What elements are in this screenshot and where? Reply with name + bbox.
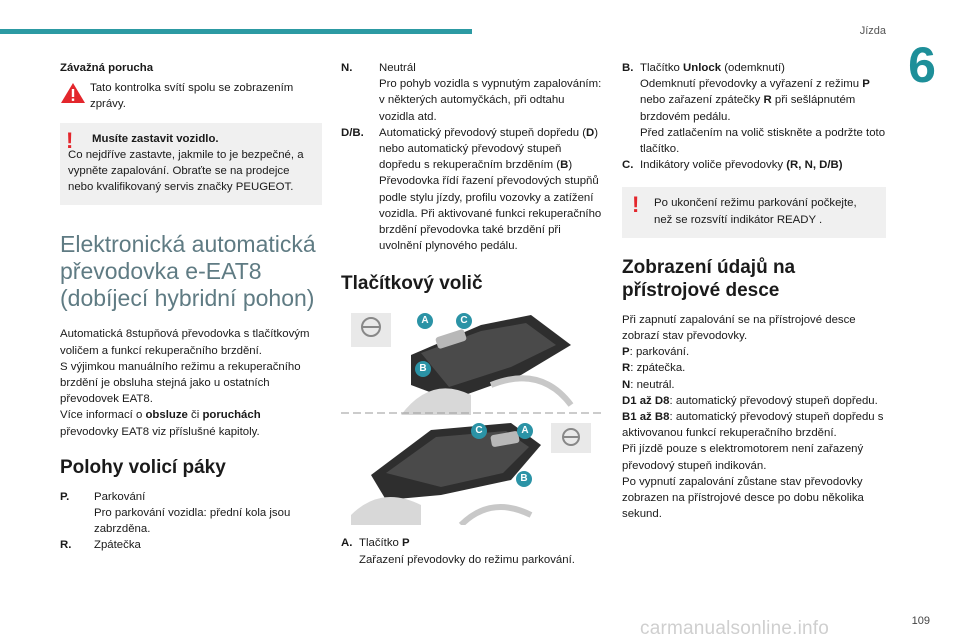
display-b-text: : automatický převodový stupeň dopředu s aktivovanou funkcí rekuperačního brzdění. [622,411,884,440]
display-p-key: P [622,346,630,359]
db-b: B [560,159,569,172]
display-d-text: : automatický převodový stupeň dopředu. [669,394,878,407]
gear-selector-illustration [341,305,603,525]
intro-3 [60,407,322,439]
selector-title: Tlačítkový volič [341,273,483,295]
intro-3-link-operation: obsluze [145,409,188,422]
intro-3-a: Více informací o [60,409,146,422]
badge-a-top: A [417,313,433,329]
intro-3-c: či [187,409,203,422]
legend-c [622,157,886,173]
position-db [341,125,603,255]
legend-a-key: A. [341,537,353,550]
position-p [60,489,322,538]
legend-b-unlock: Unlock [683,62,722,74]
display-b [622,409,886,441]
legend-a [341,535,603,567]
legend-b-r: R [763,94,772,107]
legend-b-t3: Odemknutí převodovky a vyřazení z režimu [640,78,863,91]
legend-b [622,60,886,157]
alert-text: Co nejdříve zastavte, jakmile to je bezpečné, a vypněte zapalování. Obraťte se na prodejce nebo kvalifikovaný servis značky PEUGEOT. [68,148,304,194]
display-r-text: : zpátečka. [630,362,686,375]
badge-c-bottom: C [471,423,487,439]
display-n-key: N [622,378,631,391]
intro-3-e: převodovky EAT8 viz příslušné kapitoly. [60,425,260,438]
display-n [622,377,886,393]
section-title: Elektronická automatická převodovka e-EAT8 (dobíjecí hybridní pohon) [60,231,316,312]
position-r-key: R. [60,539,72,552]
legend-c-key: C. [622,159,634,172]
position-n-key: N. [341,62,353,74]
alert-bold: Musíte zastavit vozidlo. [92,132,219,145]
db-d: D [586,126,595,139]
badge-c-top: C [456,313,472,329]
db-t1: Automatický převodový stupeň dopředu ( [379,126,587,139]
watermark: carmanualsonline.info [640,618,830,639]
legend-b-t6: Před zatlačením na volič stiskněte a podržte toto tlačítko. [640,126,886,156]
chapter-number: 6 [908,37,936,93]
legend-a-value [359,535,603,567]
display-p [622,344,886,360]
display-p-text: : parkování. [629,346,690,359]
legend-b-key: B. [622,62,634,74]
legend-c-t1: Indikátory voliče převodovky [640,159,787,172]
legend-a-desc: Zařazení převodovky do režimu parkování. [359,553,575,566]
fault-title: Závažná porucha [60,62,154,74]
legend-c-t2: (R, N, D/B) [786,159,843,172]
legend-b-value [640,60,886,157]
db-t4: Převodovka řídí řazení převodových stupňů podle stylu jízdy, profilu vozovky a zatížení vozidla. Při aktivované funkci rekuperačního brzdění převodovka také brzdění při uvolnění plynového pedálu. [379,175,602,253]
selector-legend-cont [622,60,886,173]
display-n-text: : neutrál. [630,378,675,391]
positions-list-cont [341,60,603,254]
display-intro: Při zapnutí zapalování se na přístrojové desce zobrazí stav převodovky. [622,313,856,343]
legend-a-p: P [402,537,410,550]
badge-a-bottom: A [517,423,533,439]
position-r-label: Zpátečka [94,539,141,552]
legend-b-t1: Tlačítko [640,62,684,74]
position-n [341,60,603,125]
header-accent-bar [0,29,472,34]
badge-b-top: B [415,361,431,377]
legend-a-t1: Tlačítko [359,537,403,550]
display-d [622,393,886,409]
ready-alert-box [622,187,886,237]
display-d-key: D1 až D8 [622,394,670,407]
intro-3-link-faults: poruchách [202,409,261,422]
exclamation-icon: ! [66,127,74,153]
positions-list [60,489,322,554]
display-r [622,360,886,376]
display-off: Po vypnutí zapalování zůstane stav převodovky zobrazen na přístrojové desce po dobu několika sekund. [622,475,864,521]
gear-selector-drawing [341,305,603,525]
positions-title: Polohy volicí páky [60,456,226,478]
db-t2: ) nebo automatický převodový stupeň dopředu s rekuperačním brzděním ( [379,126,599,172]
warning-triangle-icon [60,82,90,109]
selector-legend [341,535,603,567]
display-r-key: R [622,362,631,375]
legend-b-t5: při sešlápnutém brzdovém pedálu. [640,94,856,123]
position-n-desc: Pro pohyb vozidla s vypnutým zapalováním: v některých automyčkách, při odtahu vozidla atd. [379,78,602,123]
legend-b-p: P [862,78,870,91]
legend-b-t4: nebo zařazení zpátečky [640,94,764,107]
position-r [60,537,322,553]
position-p-key: P. [60,490,70,503]
position-p-value [94,489,322,538]
db-t3: ) [568,159,573,172]
position-p-label: Parkování [94,490,146,503]
display-title: Zobrazení údajů na přístrojové desce [622,256,796,301]
position-n-value [379,60,603,125]
position-p-desc: Pro parkování vozidla: přední kola jsou zabrzděna. [94,507,291,536]
fault-row [60,80,322,112]
column-1 [60,60,322,554]
display-b-key: B1 až B8 [622,411,670,424]
intro-1: Automatická 8stupňová převodovka s tlačítkovým voličem a funkcí rekuperačního brzdění. [60,328,310,357]
page-number: 109 [911,615,930,627]
section-header: Jízda [859,25,886,37]
fault-text: Tato kontrolka svítí spolu se zobrazením zprávy. [90,82,294,111]
legend-c-value [640,157,886,173]
intro-2: S výjimkou manuálního režimu a rekuperačního brzdění je obsluha stejná jako u ostatních převodovek EAT8. [60,360,301,406]
ready-alert-text: Po ukončení režimu parkování počkejte, než se rozsvítí indikátor READY . [654,197,857,226]
column-2 [341,60,603,568]
column-3 [622,60,886,522]
display-electric: Při jízdě pouze s elektromotorem není zařazený převodový stupeň indikován. [622,443,864,472]
legend-b-t2: (odemknutí) [721,62,785,74]
exclamation-icon-2: ! [632,192,640,218]
position-db-key: D/B. [341,126,364,139]
stop-alert-box [60,123,322,206]
position-db-value [379,125,603,255]
position-n-label: Neutrál [379,62,416,74]
badge-b-bottom: B [516,471,532,487]
